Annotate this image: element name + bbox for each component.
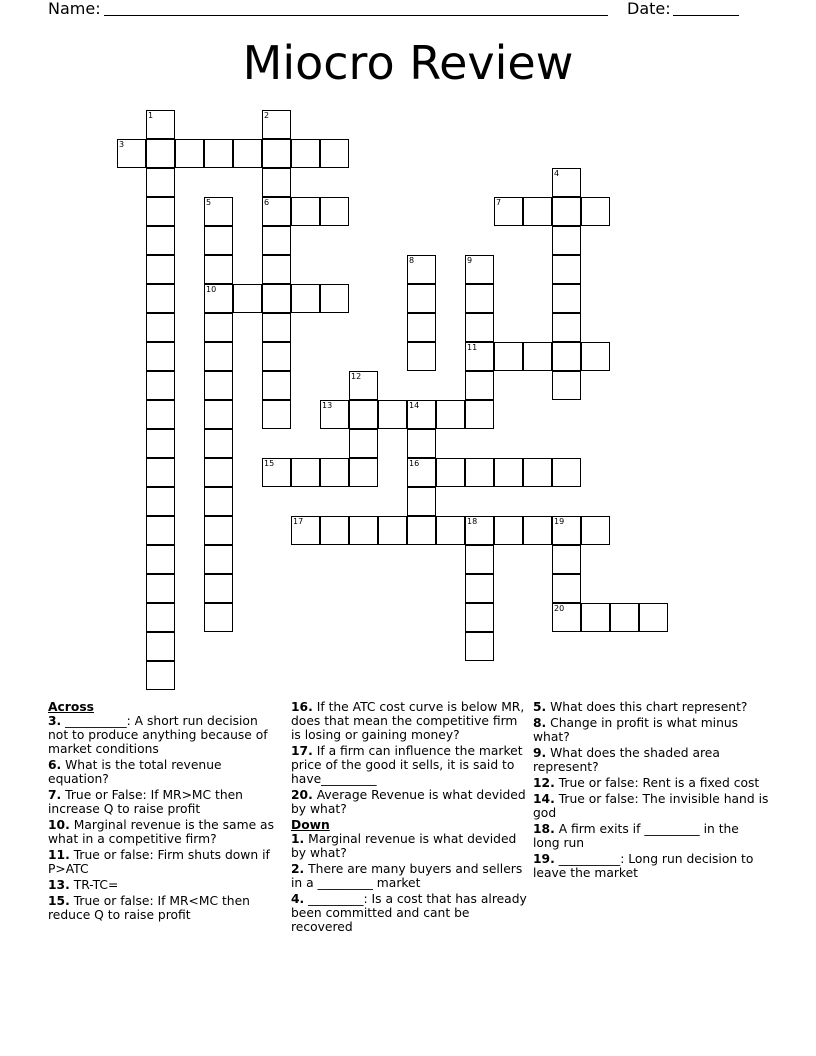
clue-item [533, 700, 769, 714]
clues-column-3 [533, 700, 769, 882]
grid-cell[interactable] [349, 458, 378, 487]
cell-number: 10 [206, 285, 217, 294]
grid-cell[interactable] [465, 313, 494, 342]
grid-cell[interactable] [407, 429, 436, 458]
grid-cell[interactable] [204, 516, 233, 545]
grid-cell[interactable] [465, 603, 494, 632]
clue-number: 5. [533, 700, 547, 714]
grid-cell[interactable] [233, 284, 262, 313]
grid-cell[interactable] [320, 284, 349, 313]
page-title: Miocro Review [242, 36, 574, 90]
grid-cell[interactable] [407, 487, 436, 516]
grid-cell[interactable] [581, 603, 610, 632]
grid-cell[interactable] [146, 110, 175, 139]
grid-cell[interactable] [320, 197, 349, 226]
date-label: Date: [627, 0, 671, 18]
clue-number: 3. [48, 714, 62, 728]
grid-cell[interactable] [204, 313, 233, 342]
grid-cell[interactable] [146, 632, 175, 661]
clue-text: What is the total revenue equation? [48, 758, 222, 786]
grid-cell[interactable] [552, 603, 581, 632]
grid-cell[interactable] [146, 313, 175, 342]
grid-cell[interactable] [320, 458, 349, 487]
grid-cell[interactable] [204, 139, 233, 168]
clue-text: _________: Is a cost that has already been committed and cant be recovered [291, 892, 527, 934]
grid-cell[interactable] [581, 342, 610, 371]
clue-text: There are many buyers and sellers in a _________ market [291, 862, 523, 890]
grid-cell[interactable] [581, 197, 610, 226]
grid-cell[interactable] [146, 255, 175, 284]
cell-number: 1 [148, 111, 154, 120]
clue-number: 2. [291, 862, 305, 876]
grid-cell[interactable] [320, 139, 349, 168]
grid-cell[interactable] [436, 400, 465, 429]
clue-number: 4. [291, 892, 305, 906]
clue-item [533, 776, 769, 790]
grid-cell[interactable] [552, 313, 581, 342]
grid-cell[interactable] [494, 516, 523, 545]
clue-number: 19. [533, 852, 555, 866]
grid-cell[interactable] [494, 458, 523, 487]
cell-number: 12 [351, 372, 362, 381]
clue-text: __________: A short run decision not to produce anything because of market conditions [48, 714, 268, 756]
grid-cell[interactable] [262, 342, 291, 371]
grid-cell[interactable] [146, 139, 175, 168]
grid-cell[interactable] [262, 313, 291, 342]
grid-cell[interactable] [465, 545, 494, 574]
grid-cell[interactable] [552, 342, 581, 371]
cell-number: 3 [119, 140, 125, 149]
clue-text: If the ATC cost curve is below MR, does that mean the competitive firm is losing or gaining money? [291, 700, 525, 742]
clue-number: 6. [48, 758, 62, 772]
grid-cell[interactable] [146, 284, 175, 313]
grid-cell[interactable] [262, 168, 291, 197]
grid-cell[interactable] [291, 139, 320, 168]
grid-cell[interactable] [465, 458, 494, 487]
clue-number: 12. [533, 776, 555, 790]
grid-cell[interactable] [117, 139, 146, 168]
grid-cell[interactable] [291, 516, 320, 545]
grid-cell[interactable] [407, 313, 436, 342]
grid-cell[interactable] [291, 458, 320, 487]
grid-cell[interactable] [610, 603, 639, 632]
grid-cell[interactable] [204, 226, 233, 255]
grid-cell[interactable] [349, 429, 378, 458]
grid-cell[interactable] [465, 632, 494, 661]
grid-cell[interactable] [262, 255, 291, 284]
clue-item [48, 894, 276, 922]
clue-text: If a firm can influence the market price of the good it sells, it is said to have_________ [291, 744, 523, 786]
grid-cell[interactable] [494, 342, 523, 371]
clues-column-1 [48, 700, 276, 924]
clue-number: 18. [533, 822, 555, 836]
clue-item [48, 818, 276, 846]
clue-number: 7. [48, 788, 62, 802]
clue-item [291, 744, 527, 786]
clue-number: 11. [48, 848, 70, 862]
grid-cell[interactable] [204, 400, 233, 429]
cell-number: 13 [322, 401, 333, 410]
grid-cell[interactable] [262, 110, 291, 139]
grid-cell[interactable] [349, 516, 378, 545]
grid-cell[interactable] [146, 574, 175, 603]
grid-cell[interactable] [204, 487, 233, 516]
grid-cell[interactable] [552, 197, 581, 226]
grid-cell[interactable] [262, 226, 291, 255]
grid-cell[interactable] [146, 603, 175, 632]
grid-cell[interactable] [262, 400, 291, 429]
grid-cell[interactable] [378, 516, 407, 545]
grid-cell[interactable] [552, 545, 581, 574]
cell-number: 7 [496, 198, 502, 207]
grid-cell[interactable] [552, 371, 581, 400]
clue-item [48, 788, 276, 816]
grid-cell[interactable] [465, 284, 494, 313]
grid-cell[interactable] [146, 197, 175, 226]
grid-cell[interactable] [204, 545, 233, 574]
clue-section-heading: Down [291, 818, 330, 832]
grid-cell[interactable] [262, 139, 291, 168]
grid-cell[interactable] [262, 197, 291, 226]
clue-item [48, 714, 276, 756]
grid-cell[interactable] [378, 400, 407, 429]
grid-cell[interactable] [204, 197, 233, 226]
clues-column-2 [291, 700, 527, 936]
clue-text: True or False: If MR>MC then increase Q to raise profit [48, 788, 243, 816]
cell-number: 2 [264, 111, 270, 120]
clue-text: What does this chart represent? [546, 700, 748, 714]
clue-item [533, 746, 769, 774]
grid-cell[interactable] [465, 516, 494, 545]
clue-number: 17. [291, 744, 313, 758]
grid-cell[interactable] [523, 458, 552, 487]
clue-item [291, 832, 527, 860]
grid-cell[interactable] [262, 284, 291, 313]
grid-cell[interactable] [523, 342, 552, 371]
cell-number: 16 [409, 459, 420, 468]
cell-number: 20 [554, 604, 565, 613]
grid-cell[interactable] [639, 603, 668, 632]
clue-item [291, 892, 527, 934]
clue-number: 8. [533, 716, 547, 730]
grid-cell[interactable] [407, 458, 436, 487]
grid-cell[interactable] [465, 574, 494, 603]
clue-text: True or false: Rent is a fixed cost [554, 776, 760, 790]
grid-cell[interactable] [552, 168, 581, 197]
cell-number: 18 [467, 517, 478, 526]
grid-cell[interactable] [552, 284, 581, 313]
grid-cell[interactable] [465, 342, 494, 371]
clue-item [48, 758, 276, 786]
clue-text: True or false: Firm shuts down if P>ATC [48, 848, 270, 876]
cell-number: 17 [293, 517, 304, 526]
cell-number: 15 [264, 459, 275, 468]
grid-cell[interactable] [436, 516, 465, 545]
clue-item [533, 852, 769, 880]
grid-cell[interactable] [146, 400, 175, 429]
grid-cell[interactable] [494, 197, 523, 226]
clue-number: 20. [291, 788, 313, 802]
grid-cell[interactable] [146, 371, 175, 400]
clue-text: A firm exits if _________ in the long run [533, 822, 739, 850]
grid-cell[interactable] [581, 516, 610, 545]
clue-item [533, 822, 769, 850]
grid-cell[interactable] [204, 342, 233, 371]
grid-cell[interactable] [262, 458, 291, 487]
clue-text: Marginal revenue is the same as what in a competitive firm? [48, 818, 274, 846]
grid-cell[interactable] [407, 400, 436, 429]
clue-number: 1. [291, 832, 305, 846]
grid-cell[interactable] [552, 516, 581, 545]
clue-item [291, 700, 527, 742]
clue-text: What does the shaded area represent? [533, 746, 720, 774]
clue-item [48, 878, 276, 892]
clue-text: Change in profit is what minus what? [533, 716, 739, 744]
clue-item [291, 862, 527, 890]
grid-cell[interactable] [146, 168, 175, 197]
clue-item [533, 716, 769, 744]
grid-cell[interactable] [349, 400, 378, 429]
grid-cell[interactable] [146, 458, 175, 487]
cell-number: 5 [206, 198, 212, 207]
clue-number: 13. [48, 878, 70, 892]
grid-cell[interactable] [262, 371, 291, 400]
grid-cell[interactable] [146, 545, 175, 574]
grid-cell[interactable] [291, 197, 320, 226]
clue-item [533, 792, 769, 820]
clue-number: 16. [291, 700, 313, 714]
clue-text: TR-TC= [69, 878, 119, 892]
grid-cell[interactable] [523, 516, 552, 545]
grid-cell[interactable] [465, 371, 494, 400]
clue-text: Marginal revenue is what devided by what? [291, 832, 517, 860]
grid-cell[interactable] [146, 487, 175, 516]
grid-cell[interactable] [233, 139, 262, 168]
grid-cell[interactable] [320, 400, 349, 429]
grid-cell[interactable] [465, 400, 494, 429]
clue-item [48, 848, 276, 876]
clue-item [291, 788, 527, 816]
grid-cell[interactable] [204, 284, 233, 313]
cell-number: 4 [554, 169, 560, 178]
clue-section-heading: Across [48, 700, 94, 714]
grid-cell[interactable] [552, 226, 581, 255]
grid-cell[interactable] [523, 197, 552, 226]
grid-cell[interactable] [320, 516, 349, 545]
clue-text: __________: Long run decision to leave the market [533, 852, 754, 880]
grid-cell[interactable] [552, 458, 581, 487]
grid-cell[interactable] [175, 139, 204, 168]
grid-cell[interactable] [204, 255, 233, 284]
grid-cell[interactable] [146, 516, 175, 545]
cell-number: 19 [554, 517, 565, 526]
clue-text: True or false: The invisible hand is god [533, 792, 769, 820]
grid-cell[interactable] [349, 371, 378, 400]
cell-number: 8 [409, 256, 415, 265]
grid-cell[interactable] [552, 574, 581, 603]
grid-cell[interactable] [407, 284, 436, 313]
grid-cell[interactable] [407, 342, 436, 371]
grid-cell[interactable] [407, 516, 436, 545]
clue-number: 14. [533, 792, 555, 806]
clue-number: 10. [48, 818, 70, 832]
grid-cell[interactable] [291, 284, 320, 313]
clue-number: 15. [48, 894, 70, 908]
grid-cell[interactable] [146, 342, 175, 371]
grid-cell[interactable] [204, 458, 233, 487]
grid-cell[interactable] [204, 371, 233, 400]
grid-cell[interactable] [204, 429, 233, 458]
grid-cell[interactable] [146, 429, 175, 458]
clue-text: True or false: If MR<MC then reduce Q to raise profit [48, 894, 250, 922]
clue-text: Average Revenue is what devided by what? [291, 788, 526, 816]
cell-number: 11 [467, 343, 478, 352]
grid-cell[interactable] [204, 574, 233, 603]
grid-cell[interactable] [204, 603, 233, 632]
grid-cell[interactable] [407, 255, 436, 284]
name-label: Name: [48, 0, 101, 18]
grid-cell[interactable] [436, 458, 465, 487]
grid-cell[interactable] [146, 661, 175, 690]
grid-cell[interactable] [146, 226, 175, 255]
cell-number: 9 [467, 256, 473, 265]
grid-cell[interactable] [465, 255, 494, 284]
cell-number: 14 [409, 401, 420, 410]
grid-cell[interactable] [552, 255, 581, 284]
clue-number: 9. [533, 746, 547, 760]
cell-number: 6 [264, 198, 270, 207]
